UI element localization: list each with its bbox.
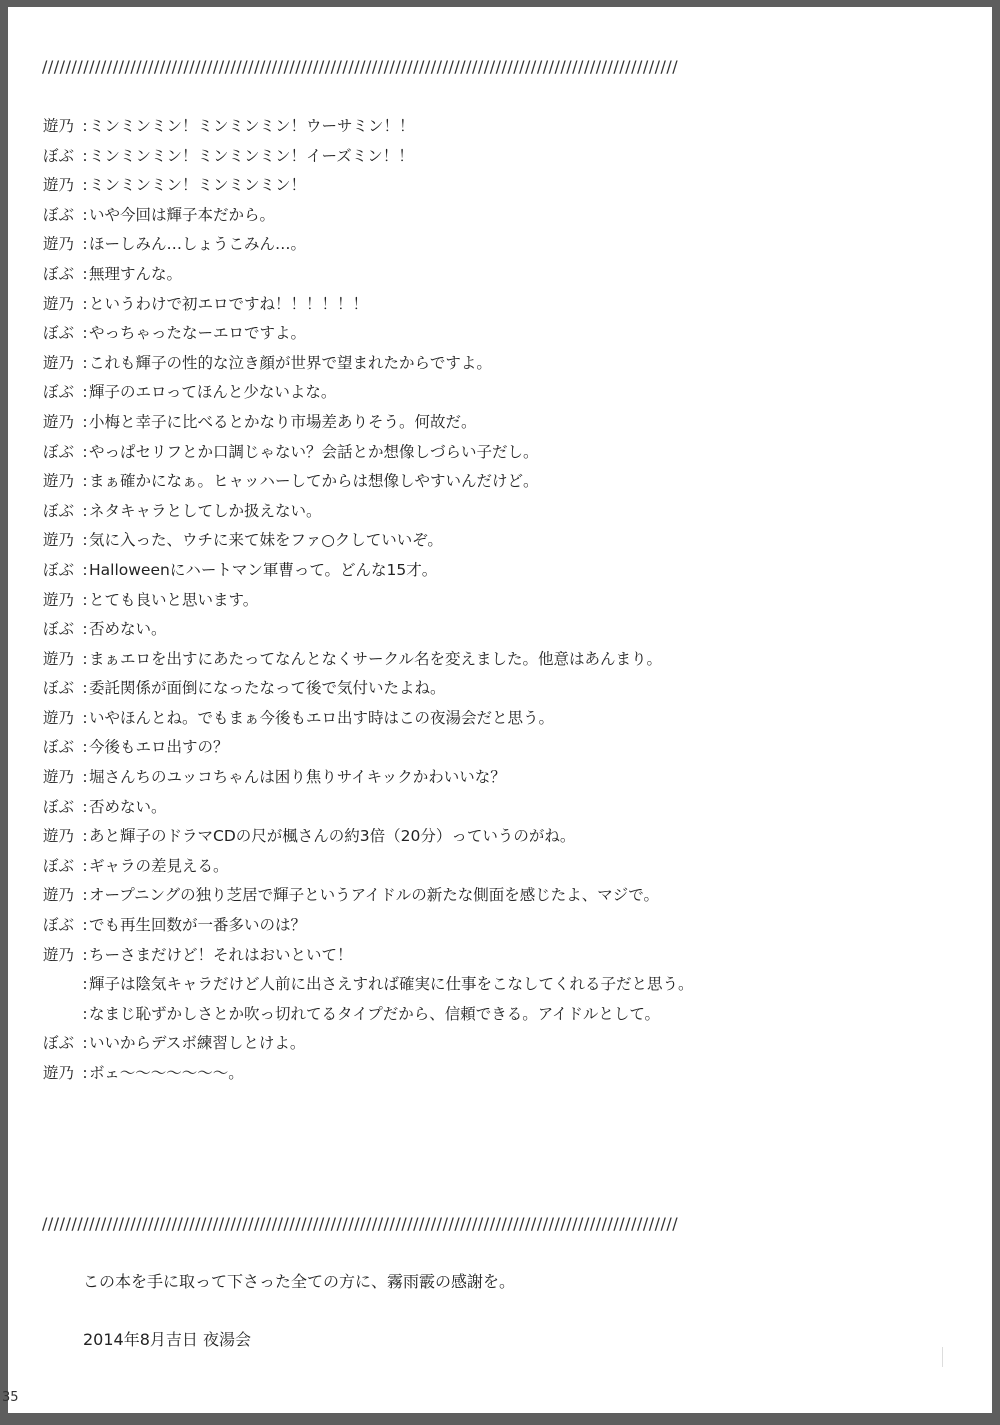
dialogue-line bbox=[43, 378, 943, 408]
dialogue-text: 輝子のエロってほんと少ないよな。 bbox=[89, 383, 337, 402]
dialogue-text: ミンミンミン！ミンミンミン！ bbox=[89, 176, 307, 195]
speaker-colon: : bbox=[82, 768, 88, 787]
speaker-colon: : bbox=[82, 264, 88, 283]
dialogue-line bbox=[43, 645, 943, 675]
speaker-colon: : bbox=[82, 205, 88, 224]
dialogue-line bbox=[43, 438, 943, 468]
speaker-name: 遊乃 bbox=[43, 353, 75, 372]
dialogue-line bbox=[43, 1059, 943, 1089]
dialogue-text: Halloweenにハートマン軍曹って。どんな15才。 bbox=[89, 560, 438, 579]
signature-line: 2014年8月吉日 夜湯会 bbox=[83, 1330, 251, 1349]
dialogue-text: あと輝子のドラマCDの尺が楓さんの約3倍（20分）っていうのがね。 bbox=[89, 827, 576, 846]
speaker-name: ぼぶ bbox=[43, 620, 75, 639]
speaker-colon: : bbox=[82, 1064, 88, 1082]
dialogue-line bbox=[43, 349, 943, 379]
dialogue-text: やっちゃったなーエロですよ。 bbox=[89, 324, 307, 343]
speaker-colon: : bbox=[82, 975, 88, 994]
dialogue-line bbox=[43, 586, 943, 616]
speaker-colon: : bbox=[82, 916, 88, 935]
dialogue-line bbox=[43, 763, 943, 793]
speaker-colon: : bbox=[82, 353, 88, 372]
top-divider: //////////////////////////////////////////////////////////////////////////////////////////////////////////// bbox=[42, 57, 679, 76]
dialogue-line bbox=[43, 201, 943, 231]
dialogue-line bbox=[43, 852, 943, 882]
dialogue-text: なまじ恥ずかしさとか吹っ切れてるタイプだから、信頼できる。アイドルとして。 bbox=[89, 1004, 661, 1023]
speaker-colon: : bbox=[82, 235, 88, 254]
dialogue-line bbox=[43, 260, 943, 290]
speaker-name: 遊乃 bbox=[43, 472, 75, 491]
dialogue-text: まぁ確かになぁ。ヒャッハーしてからは想像しやすいんだけど。 bbox=[89, 472, 539, 491]
dialogue-text: ほーしみん…しょうこみん…。 bbox=[89, 235, 307, 254]
dialogue-text: 否めない。 bbox=[89, 797, 167, 816]
speaker-name: 遊乃 bbox=[43, 117, 75, 135]
dialogue-line bbox=[43, 142, 943, 172]
speaker-colon: : bbox=[82, 708, 88, 727]
dialogue-line bbox=[43, 1000, 943, 1030]
dialogue-line bbox=[43, 112, 943, 142]
speaker-name: 遊乃 bbox=[43, 531, 75, 550]
dialogue-text: 今後もエロ出すの？ bbox=[89, 738, 229, 757]
speaker-colon: : bbox=[82, 531, 88, 550]
dialogue-text: とても良いと思います。 bbox=[89, 590, 259, 609]
speaker-colon: : bbox=[82, 176, 88, 195]
dialogue-text: ネタキャラとしてしか扱えない。 bbox=[89, 501, 322, 520]
speaker-colon: : bbox=[82, 738, 88, 757]
speaker-name: 遊乃 bbox=[43, 886, 75, 905]
speaker-colon: : bbox=[82, 590, 88, 609]
dialogue-text: ボェ〜〜〜〜〜〜〜。 bbox=[89, 1064, 244, 1082]
dialogue-line bbox=[43, 319, 943, 349]
speaker-colon: : bbox=[82, 945, 88, 964]
speaker-name: 遊乃 bbox=[43, 945, 75, 964]
dialogue-line bbox=[43, 881, 943, 911]
dialogue-line bbox=[43, 497, 943, 527]
speaker-name: ぼぶ bbox=[43, 1034, 75, 1053]
speaker-name: 遊乃 bbox=[43, 590, 75, 609]
speaker-colon: : bbox=[82, 442, 88, 461]
dialogue-line bbox=[43, 704, 943, 734]
speaker-name: 遊乃 bbox=[43, 235, 75, 254]
speaker-name: ぼぶ bbox=[43, 916, 75, 935]
speaker-name: ぼぶ bbox=[43, 324, 75, 343]
speaker-colon: : bbox=[82, 560, 88, 579]
speaker-name: 遊乃 bbox=[43, 649, 75, 668]
dialogue-text: 堀さんちのユッコちゃんは困り焦りサイキックかわいいな？ bbox=[89, 768, 506, 787]
speaker-name: ぼぶ bbox=[43, 856, 75, 875]
dialogue-line bbox=[43, 1029, 943, 1059]
speaker-colon: : bbox=[82, 856, 88, 875]
speaker-colon: : bbox=[82, 383, 88, 402]
speaker-name: ぼぶ bbox=[43, 205, 75, 224]
dialogue-line bbox=[43, 941, 943, 971]
dialogue-text: でも再生回数が一番多いのは？ bbox=[89, 916, 307, 935]
speaker-name: 遊乃 bbox=[43, 294, 75, 313]
dialogue-text: 委託関係が面倒になったなって後で気付いたよね。 bbox=[89, 679, 446, 698]
speaker-name: 遊乃 bbox=[43, 412, 75, 431]
speaker-name: ぼぶ bbox=[43, 797, 75, 816]
dialogue-text: ミンミンミン！ミンミンミン！イーズミン！！ bbox=[89, 146, 414, 165]
document-page bbox=[8, 7, 992, 1413]
speaker-colon: : bbox=[82, 1004, 88, 1023]
dialogue-line bbox=[43, 674, 943, 704]
dialogue-text: ちーさまだけど！それはおいといて！ bbox=[89, 945, 353, 964]
speaker-name: ぼぶ bbox=[43, 442, 75, 461]
dialogue-text: いいからデスボ練習しとけよ。 bbox=[89, 1034, 306, 1053]
speaker-colon: : bbox=[82, 472, 88, 491]
dialogue-block bbox=[43, 112, 943, 1089]
speaker-colon: : bbox=[82, 412, 88, 431]
speaker-name: ぼぶ bbox=[43, 264, 75, 283]
dialogue-text: やっぱセリフとか口調じゃない？会話とか想像しづらい子だし。 bbox=[89, 442, 539, 461]
speaker-name: ぼぶ bbox=[43, 146, 75, 165]
dialogue-line bbox=[43, 970, 943, 1000]
speaker-name: ぼぶ bbox=[43, 383, 75, 402]
dialogue-text: というわけで初エロですね！！！！！！ bbox=[89, 294, 369, 313]
dialogue-line bbox=[43, 230, 943, 260]
speaker-name: ぼぶ bbox=[43, 738, 75, 757]
dialogue-line bbox=[43, 793, 943, 823]
speaker-colon: : bbox=[82, 797, 88, 816]
speaker-colon: : bbox=[82, 649, 88, 668]
dialogue-text: 小梅と幸子に比べるとかなり市場差ありそう。何故だ。 bbox=[89, 412, 477, 431]
dialogue-text: これも輝子の性的な泣き顔が世界で望まれたからですよ。 bbox=[89, 353, 492, 372]
dialogue-line bbox=[43, 290, 943, 320]
speaker-name: 遊乃 bbox=[43, 176, 75, 195]
speaker-name: 遊乃 bbox=[43, 1064, 75, 1082]
bottom-divider: //////////////////////////////////////////////////////////////////////////////////////////////////////////// bbox=[42, 1214, 679, 1233]
dialogue-line bbox=[43, 733, 943, 763]
dialogue-text: まぁエロを出すにあたってなんとなくサークル名を変えました。他意はあんまり。 bbox=[89, 649, 663, 668]
speaker-colon: : bbox=[82, 146, 88, 165]
dialogue-text: 否めない。 bbox=[89, 620, 167, 639]
dialogue-text: 気に入った、ウチに来て妹をファ○クしていいぞ。 bbox=[89, 531, 443, 550]
dialogue-text: いや今回は輝子本だから。 bbox=[89, 205, 276, 224]
dialogue-line bbox=[43, 556, 943, 586]
scan-mark bbox=[942, 1347, 943, 1367]
speaker-name: 遊乃 bbox=[43, 708, 75, 727]
dialogue-line bbox=[43, 911, 943, 941]
speaker-colon: : bbox=[82, 501, 88, 520]
speaker-colon: : bbox=[82, 679, 88, 698]
dialogue-line bbox=[43, 822, 943, 852]
dialogue-text: ギャラの差見える。 bbox=[89, 856, 229, 875]
dialogue-line bbox=[43, 408, 943, 438]
thanks-message: この本を手に取って下さった全ての方に、霧雨霰の感謝を。 bbox=[83, 1272, 516, 1291]
dialogue-text: いやほんとね。でもまぁ今後もエロ出す時はこの夜湯会だと思う。 bbox=[89, 708, 555, 727]
speaker-name: 遊乃 bbox=[43, 827, 75, 846]
page-number: 35 bbox=[2, 1390, 19, 1405]
dialogue-text: 無理すんな。 bbox=[89, 264, 183, 283]
speaker-name: ぼぶ bbox=[43, 679, 75, 698]
speaker-name: ぼぶ bbox=[43, 560, 75, 579]
dialogue-text: オープニングの独り芝居で輝子というアイドルの新たな側面を感じたよ、マジで。 bbox=[89, 886, 659, 905]
speaker-colon: : bbox=[82, 620, 88, 639]
speaker-colon: : bbox=[82, 827, 88, 846]
dialogue-line bbox=[43, 526, 943, 556]
dialogue-line bbox=[43, 615, 943, 645]
speaker-colon: : bbox=[82, 294, 88, 313]
speaker-colon: : bbox=[82, 117, 88, 135]
speaker-colon: : bbox=[82, 886, 88, 905]
dialogue-text: ミンミンミン！ミンミンミン！ウーサミン！！ bbox=[89, 117, 415, 135]
dialogue-text: 輝子は陰気キャラだけど人前に出さえすれば確実に仕事をこなしてくれる子だと思う。 bbox=[89, 975, 694, 994]
speaker-name: 遊乃 bbox=[43, 768, 75, 787]
dialogue-line bbox=[43, 467, 943, 497]
dialogue-line bbox=[43, 171, 943, 201]
speaker-colon: : bbox=[82, 1034, 88, 1053]
speaker-name: ぼぶ bbox=[43, 501, 75, 520]
speaker-colon: : bbox=[82, 324, 88, 343]
